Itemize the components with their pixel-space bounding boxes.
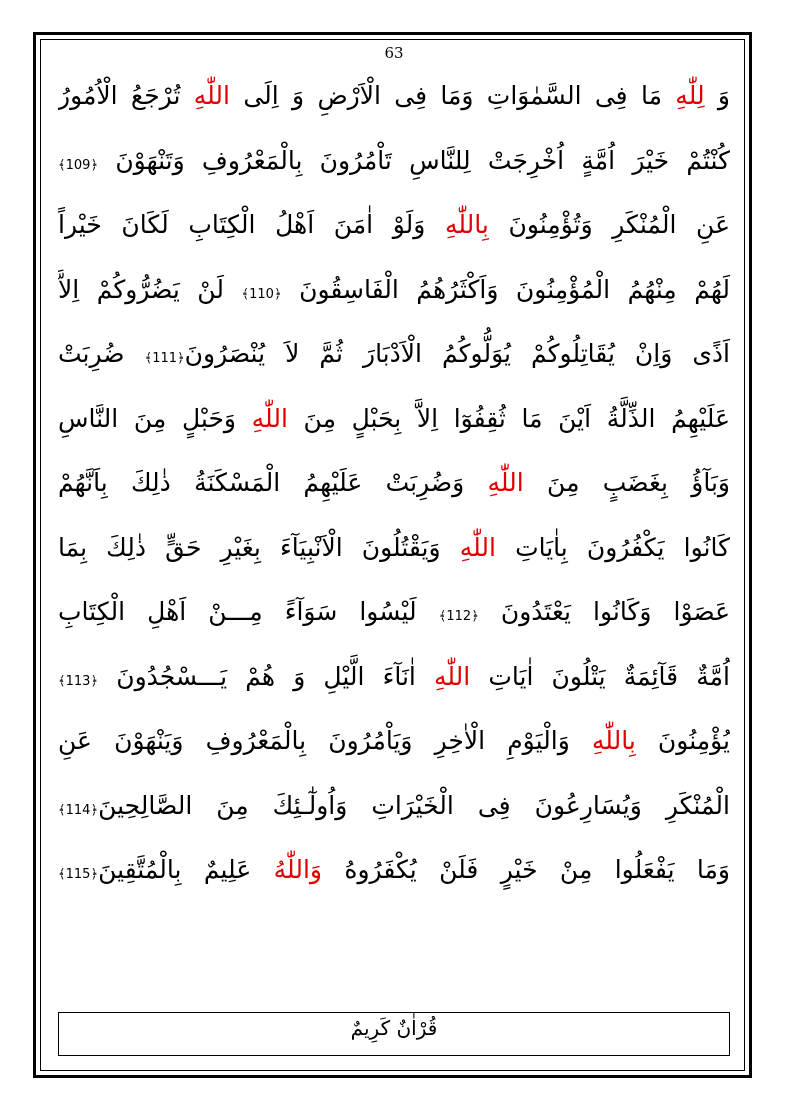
ayah-number: ﴿111﴾ <box>144 351 185 366</box>
quran-text-block <box>58 64 730 903</box>
verse-text: كَانُوا يَكْفُرُونَ بِاٰيَاتِ <box>495 532 730 562</box>
divine-name: بِاللّٰهِ <box>591 726 636 755</box>
verse-text: لَهُمْ مِنْهُمُ الْمُؤْمِنُونَ وَاَكْثَرُهُمُ الْفَاسِقُونَ <box>281 274 730 304</box>
page-number: 63 <box>384 44 404 62</box>
verse-line <box>58 64 730 129</box>
verse-line <box>58 709 730 774</box>
verse-text: وَضُرِبَتْ عَلَيْهِمُ الْمَسْكَنَةُ ذٰلِكَ بِاَنَّهُمْ <box>58 468 488 497</box>
divine-name: اللّٰهِ <box>193 81 230 110</box>
divine-name: اللّٰهِ <box>433 661 471 691</box>
verse-text: اَذًى وَاِنْ يُقَاتِلُوكُمْ يُوَلُّوكُمُ الْاَدْبَارَ ثُمَّ لاَ يُنْصَرُونَ <box>184 339 730 368</box>
verse-text: وَمَا يَفْعَلُوا مِنْ خَيْرٍ فَلَنْ يُكْفَرُوهُ <box>321 855 730 884</box>
divine-name: اللّٰهِ <box>251 403 288 433</box>
verse-text: اٰنَآءَ الَّيْلِ وَ هُمْ يَـــسْجُدُونَ <box>98 661 434 691</box>
verse-line <box>58 451 730 516</box>
verse-text: وَحَبْلٍ مِنَ النَّاسِ <box>58 403 252 433</box>
ayah-number: ﴿115﴾ <box>58 867 99 882</box>
footer-title: قُرْاٰنٌ كَرِيمٌ <box>350 1016 438 1040</box>
verse-text: عَلِيمٌ بِالْمُتَّقِينَ <box>98 855 274 884</box>
ayah-number: ﴿109﴾ <box>58 157 99 173</box>
verse-line <box>58 516 730 581</box>
verse-text: وَيَقْتُلُونَ الْاَنْبِيَآءَ بِغَيْرِ حَقٍّ ذٰلِكَ بِمَا <box>58 532 460 562</box>
verse-text: ضُرِبَتْ <box>58 339 145 368</box>
verse-text: مَا فِى السَّمٰوَاتِ وَمَا فِى الْاَرْضِ وَ اِلَى <box>230 81 676 110</box>
verse-line <box>58 258 730 323</box>
verse-text: تُرْجَعُ الْاُمُورُ <box>58 81 194 110</box>
verse-text: عَصَوْا وَكَانُوا يَعْتَدُونَ <box>478 597 730 626</box>
verse-text: لَنْ يَضُرُّوكُمْ اِلاَّ <box>58 274 242 304</box>
verse-text: عَلَيْهِمُ الذِّلَّةُ اَيْنَ مَا ثُقِفُوٓا اِلاَّ بِحَبْلٍ مِنَ <box>287 403 730 433</box>
ayah-number: ﴿113﴾ <box>58 673 99 689</box>
verse-text: الْمُنْكَرِ وَيُسَارِعُونَ فِى الْخَيْرَاتِ وَاُولٰٓـئِكَ مِنَ الصَّالِحِينَ <box>98 790 730 820</box>
verse-text: وَالْيَوْمِ الْاٰخِرِ وَيَاْمُرُونَ بِالْمَعْرُوفِ وَيَنْهَوْنَ عَنِ <box>58 726 592 755</box>
verse-text: اُمَّةٌ قَآئِمَةٌ يَتْلُونَ اٰيَاتِ <box>470 661 730 691</box>
verse-line <box>58 645 730 710</box>
verse-text: لَيْسُوا سَوَآءً مِـــنْ اَهْلِ الْكِتَابِ <box>58 597 439 626</box>
divine-name: اللّٰهِ <box>487 468 524 497</box>
verse-line <box>58 387 730 452</box>
divine-name: اللّٰهِ <box>459 532 496 562</box>
verse-line <box>58 193 730 258</box>
verse-line <box>58 774 730 839</box>
ayah-number: ﴿114﴾ <box>58 802 99 818</box>
ayah-number: ﴿110﴾ <box>241 286 282 302</box>
divine-name: لِلّٰهِ <box>675 81 705 110</box>
verse-line <box>58 838 730 903</box>
verse-text: يُؤْمِنُونَ <box>635 726 730 755</box>
divine-name: وَاللّٰهُ <box>273 855 322 884</box>
verse-text: عَنِ الْمُنْكَرِ وَتُؤْمِنُونَ <box>488 210 730 239</box>
ayah-number: ﴿112﴾ <box>438 609 479 624</box>
verse-line <box>58 322 730 387</box>
verse-text: كُنْتُمْ خَيْرَ اُمَّةٍ اُخْرِجَتْ لِلنَّاسِ تَاْمُرُونَ بِالْمَعْرُوفِ وَتَنْهَوْنَ <box>98 145 730 175</box>
divine-name: بِاللّٰهِ <box>444 210 489 239</box>
verse-line <box>58 129 730 194</box>
verse-text: وَبَآؤُ بِغَضَبٍ مِنَ <box>523 468 730 497</box>
verse-line <box>58 580 730 645</box>
verse-text: وَ <box>704 81 730 110</box>
verse-text: وَلَوْ اٰمَنَ اَهْلُ الْكِتَابِ لَكَانَ خَيْراً <box>58 210 445 239</box>
